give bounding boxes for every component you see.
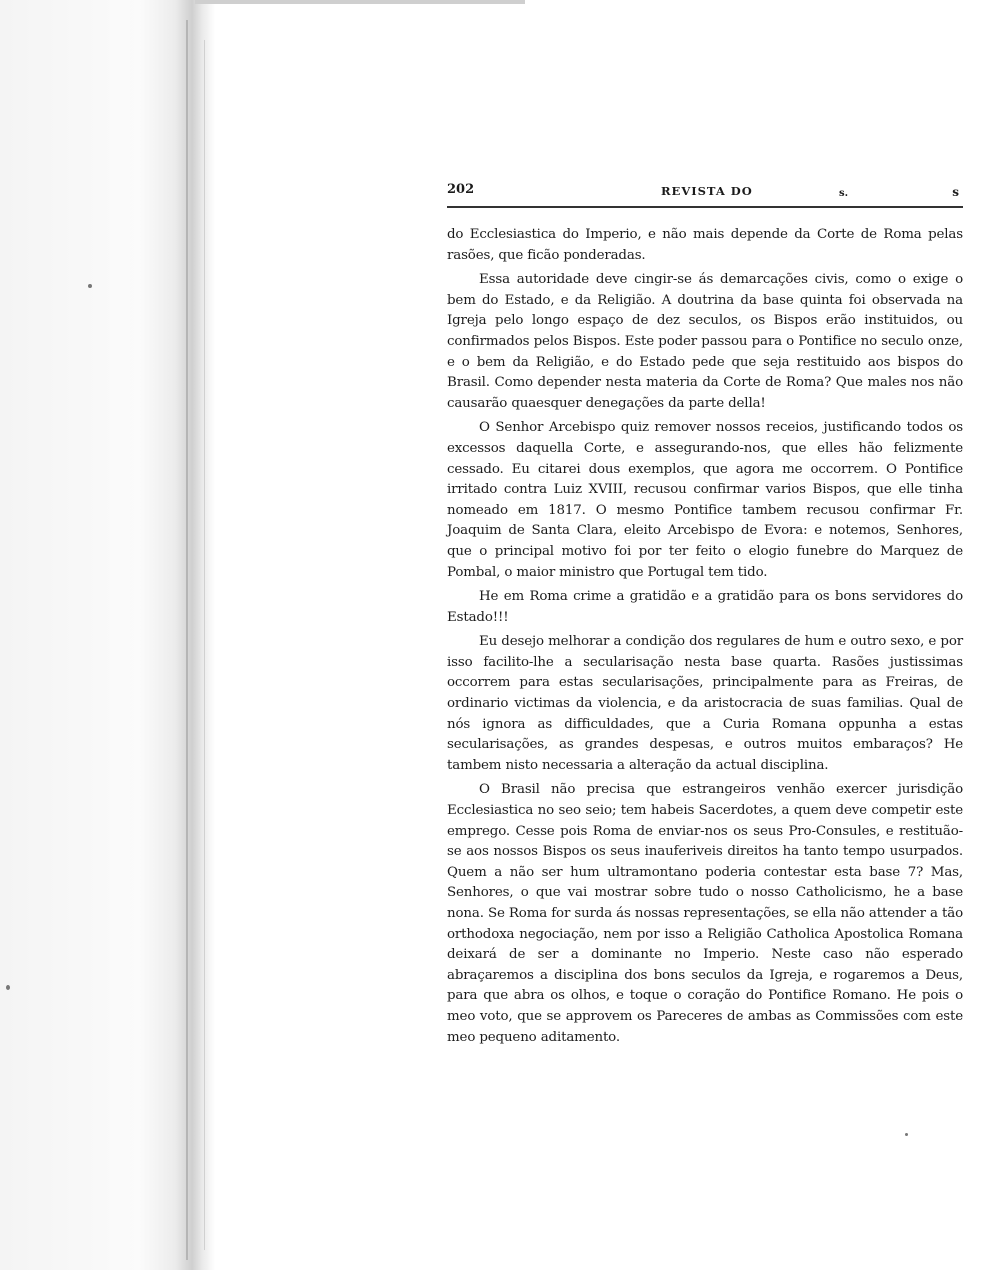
header-mark-left: s.: [839, 188, 849, 199]
paragraph: do Ecclesiastica do Imperio, e não mais depende da Corte de Roma pelas rasões, que ficão ponderadas.: [447, 227, 963, 263]
page-body: [447, 225, 963, 1048]
page-number: 202: [447, 182, 475, 197]
scan-speck: [6, 985, 10, 990]
book-page: [447, 180, 963, 1052]
paragraph: O Senhor Arcebispo quiz remover nossos receios, justificando todos os excessos daquella Corte, e assegurando-nos, que elles hão felizmente cessado. Eu citarei dous exemplos, que agora me occorrem. O Pontifice irritado contra Luiz XVIII, recusou confirmar varios Bispos, que elle tinha nomeado em 1817. O mesmo Pontifice tambem recusou confirmar Fr. Joaquim de Santa Clara, eleito Arcebispo de Evora: e notemos, Senhores, que o principal motivo foi por ter feito o elogio funebre do Marquez de Pombal, o maior ministro que Portugal tem tido.: [447, 420, 963, 580]
paragraph: Eu desejo melhorar a condição dos regulares de hum e outro sexo, e por isso facilito-lhe a secularisação nesta base quarta. Rasões justissimas occorrem para estas secularisações, principalmente para as Freiras, de ordinario victimas da violencia, e da aristocracia de suas familias. Qual de nós ignora as difficuldades, que a Curia Romana oppunha a estas secularisações, as grandes despesas, e outros muitos embaraços? He tambem nisto necessaria a alteração da actual disciplina.: [447, 634, 963, 773]
book-binding-shadow: [0, 0, 215, 1270]
binding-crease: [186, 20, 188, 1260]
paragraph: O Brasil não precisa que estrangeiros venhão exercer jurisdição Ecclesiastica no seo seio; tem habeis Sacerdotes, a quem deve competir este emprego. Cesse pois Roma de enviar-nos os seus Pro-Consules, e restituão-se aos nossos Bispos os seus inauferiveis direitos ha tanto tempo usurpados. Quem a não ser hum ultramontano poderia contestar esta base 7? Mas, Senhores, o que vai mostrar sobre tudo o nosso Catholicismo, he a base nona. Se Roma for surda ás nossas representações, se ella não attender a tão orthodoxa negociação, nem por isso a Religião Catholica Apostolica Romana deixará de ser a dominante no Imperio. Neste caso não esperado abraçaremos a disciplina dos bons seculos da Igreja, e rogaremos a Deus, para que abra os olhos, e toque o coração do Pontifice Romano. He pois o meo voto, que se approvem os Pareceres de ambas as Commissões com este meo pequeno aditamento.: [447, 782, 963, 1045]
page-top-edge: [195, 0, 525, 4]
scan-speck: [88, 284, 92, 288]
header-mark-right: s: [952, 185, 959, 199]
page-header: [447, 180, 963, 208]
running-title: REVISTA DO: [661, 184, 753, 198]
paragraph: Essa autoridade deve cingir-se ás demarcações civis, como o exige o bem do Estado, e da Religião. A doutrina da base quinta foi observada na Igreja pelo longo espaço de dez seculos, os Bispos erão instituidos, ou confirmados pelos Bispos. Este poder passou para o Pontifice no seculo onze, e o bem da Religião, e do Estado pede que seja restituido aos bispos do Brasil. Como depender nesta materia da Corte de Roma? Que males nos não causarão quaesquer denegações da parte della!: [447, 272, 963, 411]
paragraph: He em Roma crime a gratidão e a gratidão para os bons servidores do Estado!!!: [447, 589, 963, 625]
binding-edge: [204, 40, 205, 1250]
scan-speck: [905, 1133, 908, 1136]
